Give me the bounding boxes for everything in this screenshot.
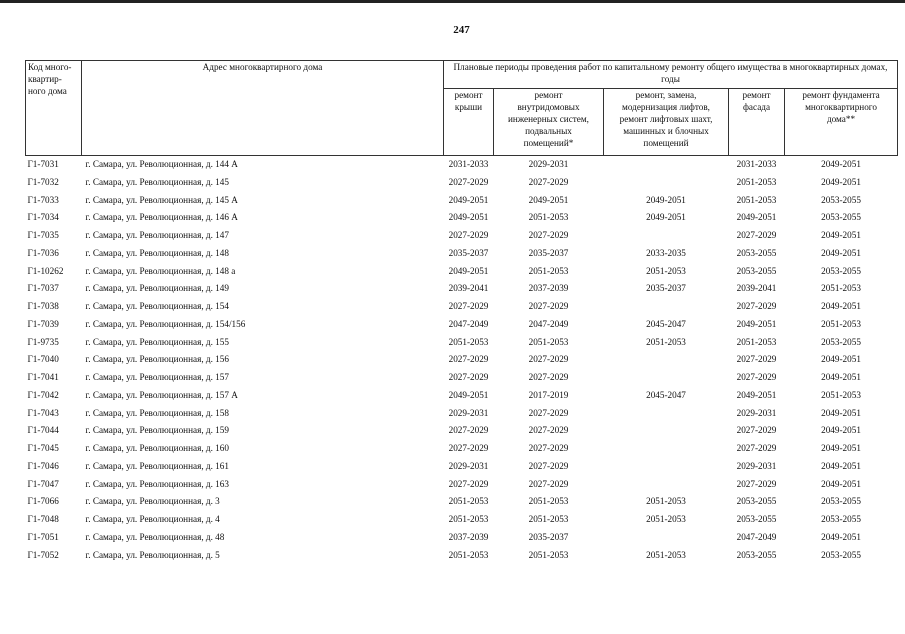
cell-elevators: 2045-2047 <box>646 318 686 329</box>
cell-systems: 2027-2029 <box>528 176 569 187</box>
cell-elevators: 2051-2053 <box>646 265 686 276</box>
cell-foundation: 2053-2055 <box>821 336 861 347</box>
cell-systems: 2035-2037 <box>528 531 569 542</box>
cell-elevators: 2051-2053 <box>646 514 686 524</box>
table-row <box>26 209 898 227</box>
cell-foundation: 2053-2055 <box>821 514 861 524</box>
table-row <box>26 316 898 334</box>
cell-address: г. Самара, ул. Революционная, д. 154 <box>85 301 229 311</box>
cell-code: Г1-7039 <box>27 318 59 329</box>
cell-code: Г1-7041 <box>27 372 59 382</box>
table-row <box>26 511 898 529</box>
cell-elevators <box>604 298 729 316</box>
cell-systems: 2051-2053 <box>528 265 569 276</box>
cell-code: Г1-7044 <box>27 425 59 436</box>
cell-foundation: 2049-2051 <box>821 247 861 258</box>
cell-address: г. Самара, ул. Революционная, д. 3 <box>85 496 220 507</box>
cell-foundation: 2051-2053 <box>821 389 861 400</box>
cell-elevators: 2035-2037 <box>646 283 686 294</box>
cell-roof: 2051-2053 <box>448 514 489 524</box>
cell-address: г. Самара, ул. Революционная, д. 145 <box>85 176 229 187</box>
cell-code: Г1-7031 <box>27 159 59 169</box>
cell-foundation: 2049-2051 <box>821 372 861 382</box>
cell-facade: 2053-2055 <box>736 265 777 276</box>
header-facade: ремонт фасада <box>729 89 785 156</box>
header-periods: Плановые периоды проведения работ по капитальному ремонту общего имущества в многоквартирных домах, годы <box>444 61 898 89</box>
cell-facade: 2049-2051 <box>736 318 777 329</box>
cell-elevators <box>604 529 729 547</box>
cell-address: г. Самара, ул. Революционная, д. 157 <box>85 372 229 382</box>
repair-schedule-table <box>25 60 898 564</box>
cell-roof: 2027-2029 <box>448 301 489 311</box>
cell-systems: 2047-2049 <box>528 318 569 329</box>
cell-foundation: 2053-2055 <box>821 212 861 223</box>
cell-systems: 2027-2029 <box>528 372 569 382</box>
cell-facade: 2051-2053 <box>736 194 777 205</box>
cell-elevators: 2033-2035 <box>646 247 686 258</box>
cell-systems: 2027-2029 <box>528 460 569 471</box>
cell-systems: 2029-2031 <box>528 159 569 169</box>
cell-elevators <box>604 440 729 458</box>
table-row <box>26 192 898 210</box>
cell-systems: 2051-2053 <box>528 212 569 223</box>
cell-roof: 2049-2051 <box>448 194 489 205</box>
cell-address: г. Самара, ул. Революционная, д. 148 <box>85 247 229 258</box>
cell-address: г. Самара, ул. Революционная, д. 48 <box>85 531 225 542</box>
cell-facade: 2029-2031 <box>736 407 777 418</box>
table-row <box>26 227 898 245</box>
cell-facade: 2031-2033 <box>736 159 777 169</box>
cell-roof: 2027-2029 <box>448 478 489 489</box>
cell-systems: 2051-2053 <box>528 549 569 560</box>
cell-foundation: 2049-2051 <box>821 407 861 418</box>
cell-code: Г1-7066 <box>27 496 59 507</box>
cell-roof: 2049-2051 <box>448 212 489 223</box>
cell-systems: 2027-2029 <box>528 443 569 453</box>
cell-foundation: 2049-2051 <box>821 230 861 240</box>
cell-facade: 2049-2051 <box>736 212 777 223</box>
cell-roof: 2037-2039 <box>448 531 489 542</box>
cell-foundation: 2053-2055 <box>821 496 861 507</box>
cell-foundation: 2049-2051 <box>821 176 861 187</box>
table-row <box>26 476 898 494</box>
cell-facade: 2047-2049 <box>736 531 777 542</box>
header-roof: ремонт крыши <box>444 89 494 156</box>
table-row <box>26 493 898 511</box>
cell-address: г. Самара, ул. Революционная, д. 159 <box>85 425 229 436</box>
cell-facade: 2027-2029 <box>736 425 777 436</box>
cell-facade: 2039-2041 <box>736 283 777 294</box>
table-row <box>26 458 898 476</box>
cell-facade: 2051-2053 <box>736 336 777 347</box>
cell-facade: 2053-2055 <box>736 514 777 524</box>
cell-code: Г1-7042 <box>27 389 59 400</box>
table-row <box>26 369 898 387</box>
cell-address: г. Самара, ул. Революционная, д. 149 <box>85 283 229 294</box>
cell-roof: 2029-2031 <box>448 407 489 418</box>
cell-address: г. Самара, ул. Революционная, д. 4 <box>85 514 220 524</box>
top-rule <box>0 0 905 3</box>
cell-address: г. Самара, ул. Революционная, д. 154/156 <box>85 318 246 329</box>
cell-code: Г1-7043 <box>27 407 59 418</box>
cell-code: Г1-7051 <box>27 531 59 542</box>
cell-address: г. Самара, ул. Революционная, д. 144 А <box>85 159 238 169</box>
cell-systems: 2037-2039 <box>528 283 569 294</box>
cell-facade: 2049-2051 <box>736 389 777 400</box>
table-row <box>26 387 898 405</box>
cell-systems: 2051-2053 <box>528 514 569 524</box>
cell-roof: 2049-2051 <box>448 265 489 276</box>
cell-code: Г1-7052 <box>27 549 59 560</box>
cell-foundation: 2049-2051 <box>821 460 861 471</box>
cell-code: Г1-7037 <box>27 283 59 294</box>
cell-address: г. Самара, ул. Революционная, д. 158 <box>85 407 229 418</box>
cell-facade: 2051-2053 <box>736 176 777 187</box>
cell-roof: 2029-2031 <box>448 460 489 471</box>
cell-systems: 2051-2053 <box>528 336 569 347</box>
table-row <box>26 529 898 547</box>
cell-roof: 2049-2051 <box>448 389 489 400</box>
cell-systems: 2027-2029 <box>528 301 569 311</box>
cell-elevators: 2049-2051 <box>646 212 686 223</box>
cell-code: Г1-7032 <box>27 176 59 187</box>
cell-foundation: 2051-2053 <box>821 283 861 294</box>
cell-foundation: 2051-2053 <box>821 318 861 329</box>
table-row <box>26 405 898 423</box>
cell-facade: 2053-2055 <box>736 496 777 507</box>
table-row <box>26 280 898 298</box>
table-row <box>26 245 898 263</box>
table-row <box>26 298 898 316</box>
cell-code: Г1-7047 <box>27 478 59 489</box>
cell-address: г. Самара, ул. Революционная, д. 156 <box>85 354 229 365</box>
cell-foundation: 2049-2051 <box>821 354 861 365</box>
cell-code: Г1-7046 <box>27 460 59 471</box>
table-header <box>26 61 898 156</box>
cell-address: г. Самара, ул. Революционная, д. 147 <box>85 230 229 240</box>
cell-foundation: 2049-2051 <box>821 531 861 542</box>
cell-systems: 2051-2053 <box>528 496 569 507</box>
cell-systems: 2027-2029 <box>528 354 569 365</box>
cell-facade: 2053-2055 <box>736 247 777 258</box>
cell-foundation: 2049-2051 <box>821 443 861 453</box>
cell-elevators: 2049-2051 <box>646 194 686 205</box>
cell-elevators <box>604 227 729 245</box>
header-address: Адрес многоквартирного дома <box>82 61 444 156</box>
table-row <box>26 174 898 192</box>
cell-address: г. Самара, ул. Революционная, д. 163 <box>85 478 229 489</box>
cell-code: Г1-9735 <box>27 336 59 347</box>
cell-facade: 2027-2029 <box>736 443 777 453</box>
cell-code: Г1-7040 <box>27 354 59 365</box>
table-row <box>26 422 898 440</box>
cell-foundation: 2053-2055 <box>821 549 861 560</box>
cell-code: Г1-7035 <box>27 230 59 240</box>
cell-code: Г1-7045 <box>27 443 59 453</box>
cell-elevators <box>604 351 729 369</box>
table-row <box>26 156 898 174</box>
table-row <box>26 334 898 352</box>
cell-roof: 2027-2029 <box>448 372 489 382</box>
cell-elevators: 2051-2053 <box>646 336 686 347</box>
cell-code: Г1-7036 <box>27 247 59 258</box>
table-row <box>26 351 898 369</box>
header-code: Код много- квартир- ного дома <box>26 61 82 156</box>
cell-systems: 2027-2029 <box>528 478 569 489</box>
cell-elevators <box>604 369 729 387</box>
cell-facade: 2027-2029 <box>736 354 777 365</box>
cell-facade: 2029-2031 <box>736 460 777 471</box>
cell-address: г. Самара, ул. Революционная, д. 148 а <box>85 265 236 276</box>
cell-address: г. Самара, ул. Революционная, д. 5 <box>85 549 220 560</box>
table-row <box>26 263 898 281</box>
cell-elevators <box>604 458 729 476</box>
cell-elevators: 2051-2053 <box>646 549 686 560</box>
cell-systems: 2035-2037 <box>528 247 569 258</box>
cell-address: г. Самара, ул. Революционная, д. 157 А <box>85 389 238 400</box>
header-systems: ремонт внутридомовых инженерных систем, подвальных помещений* <box>494 89 604 156</box>
cell-roof: 2027-2029 <box>448 354 489 365</box>
cell-foundation: 2049-2051 <box>821 425 861 436</box>
cell-facade: 2027-2029 <box>736 478 777 489</box>
cell-roof: 2027-2029 <box>448 230 489 240</box>
cell-address: г. Самара, ул. Революционная, д. 145 А <box>85 194 238 205</box>
cell-elevators <box>604 422 729 440</box>
cell-systems: 2017-2019 <box>528 389 569 400</box>
cell-roof: 2051-2053 <box>448 549 489 560</box>
table-row <box>26 547 898 565</box>
cell-facade: 2027-2029 <box>736 372 777 382</box>
cell-address: г. Самара, ул. Революционная, д. 161 <box>85 460 229 471</box>
cell-foundation: 2053-2055 <box>821 265 861 276</box>
cell-facade: 2027-2029 <box>736 230 777 240</box>
cell-code: Г1-7034 <box>27 212 59 223</box>
cell-roof: 2051-2053 <box>448 496 489 507</box>
cell-code: Г1-7038 <box>27 301 59 311</box>
cell-roof: 2027-2029 <box>448 443 489 453</box>
cell-systems: 2049-2051 <box>528 194 569 205</box>
cell-elevators <box>604 405 729 423</box>
header-elevators: ремонт, замена, модернизация лифтов, ремонт лифтовых шахт, машинных и блочных помещений <box>604 89 729 156</box>
cell-roof: 2027-2029 <box>448 176 489 187</box>
cell-systems: 2027-2029 <box>528 407 569 418</box>
cell-address: г. Самара, ул. Революционная, д. 146 А <box>85 212 238 223</box>
cell-facade: 2027-2029 <box>736 301 777 311</box>
cell-address: г. Самара, ул. Революционная, д. 160 <box>85 443 229 453</box>
header-foundation: ремонт фундамента многоквартирного дома** <box>785 89 898 156</box>
table-body <box>26 156 898 565</box>
cell-roof: 2027-2029 <box>448 425 489 436</box>
cell-elevators: 2045-2047 <box>646 389 686 400</box>
cell-roof: 2035-2037 <box>448 247 489 258</box>
cell-code: Г1-7033 <box>27 194 59 205</box>
cell-elevators <box>604 476 729 494</box>
page-number: 247 <box>453 24 470 36</box>
cell-elevators <box>604 156 729 174</box>
cell-facade: 2053-2055 <box>736 549 777 560</box>
cell-systems: 2027-2029 <box>528 230 569 240</box>
cell-roof: 2039-2041 <box>448 283 489 294</box>
cell-foundation: 2049-2051 <box>821 478 861 489</box>
cell-roof: 2047-2049 <box>448 318 489 329</box>
table-row <box>26 440 898 458</box>
cell-address: г. Самара, ул. Революционная, д. 155 <box>85 336 229 347</box>
cell-foundation: 2049-2051 <box>821 159 861 169</box>
cell-systems: 2027-2029 <box>528 425 569 436</box>
cell-elevators <box>604 174 729 192</box>
cell-elevators: 2051-2053 <box>646 496 686 507</box>
cell-foundation: 2053-2055 <box>821 194 861 205</box>
cell-foundation: 2049-2051 <box>821 301 861 311</box>
cell-code: Г1-10262 <box>27 265 64 276</box>
cell-roof: 2031-2033 <box>448 159 489 169</box>
cell-code: Г1-7048 <box>27 514 59 524</box>
cell-roof: 2051-2053 <box>448 336 489 347</box>
